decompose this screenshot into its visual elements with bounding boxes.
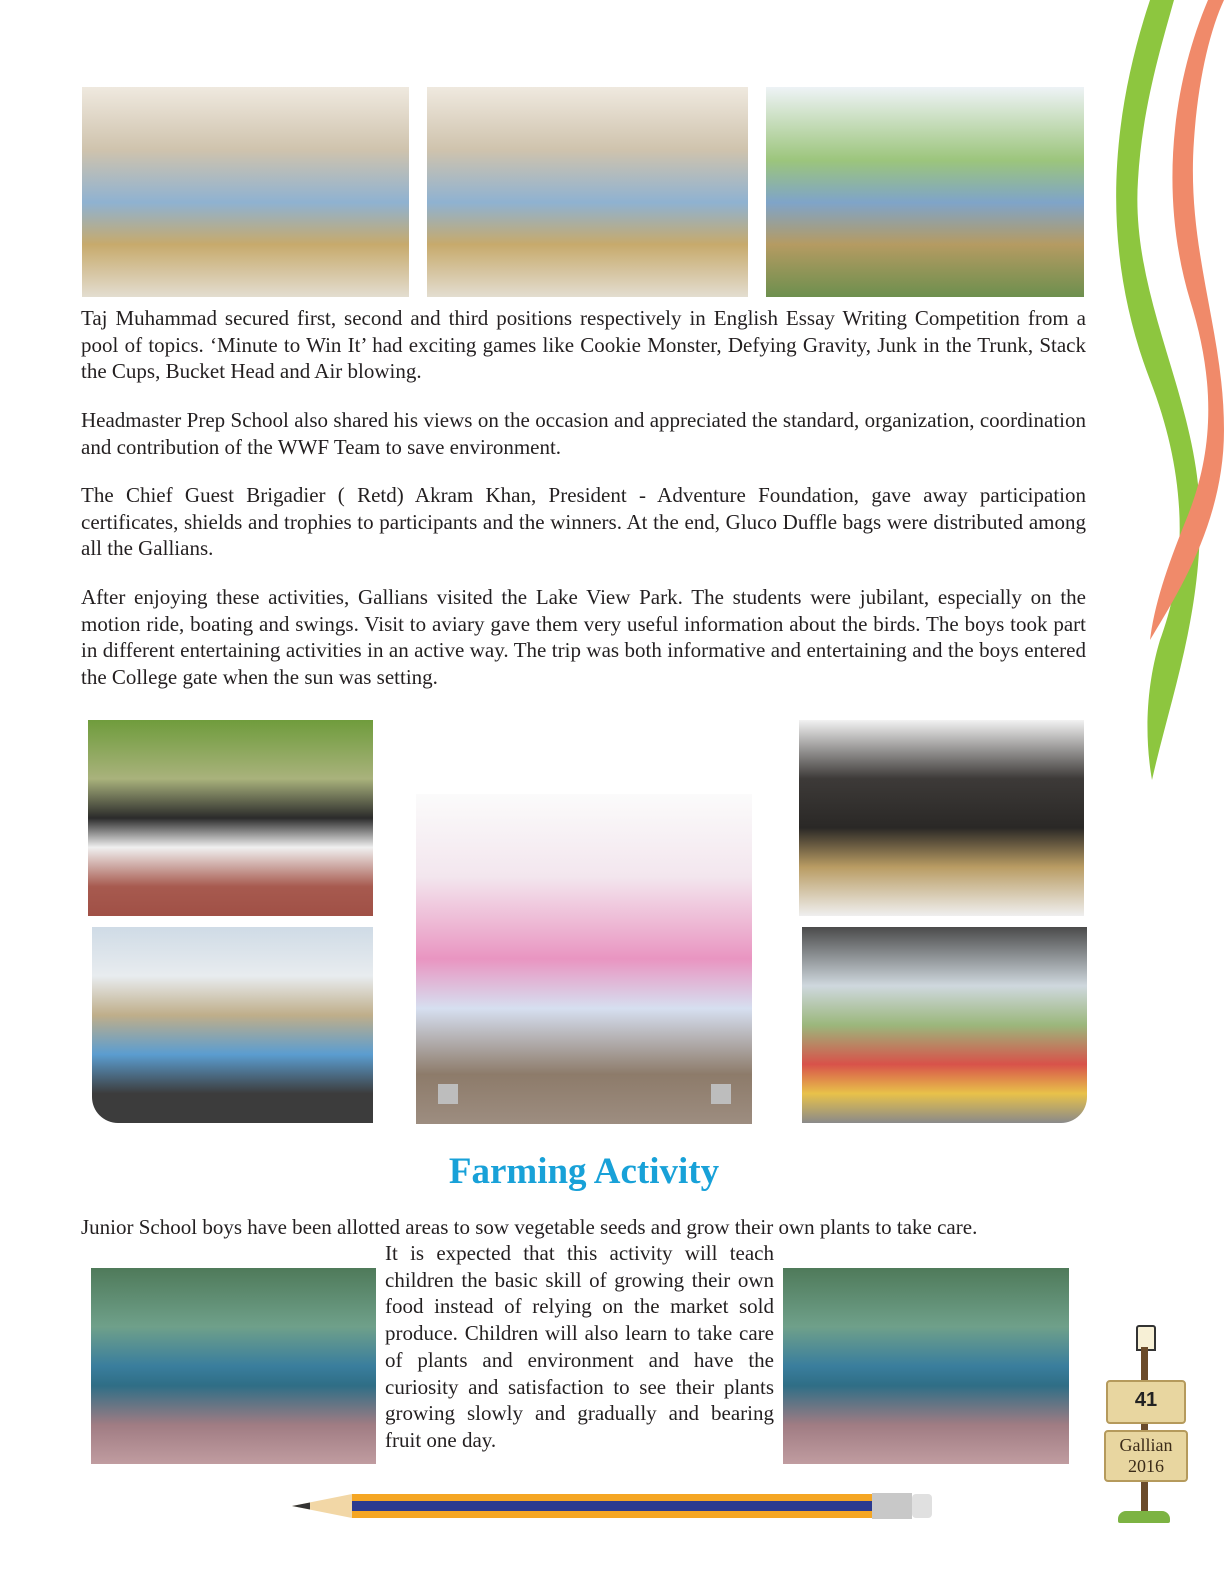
photo-farming-boys-2 (783, 1268, 1069, 1464)
section-heading-farming: Farming Activity (448, 1151, 720, 1192)
paragraph-essay-competition: Taj Muhammad secured first, second and third positions respectively in English Essay Writing Competition from a pool of topics. ‘Minute to Win It’ had exciting games like Cookie Monster, Defying Gravity, Junk in the Trunk, Stack the Cups, Bucket Head and Air blowing. (81, 306, 1086, 383)
magazine-year: 2016 (1128, 1456, 1164, 1476)
paragraph-headmaster-views: Headmaster Prep School also shared his views on the occasion and appreciated the standard, organization, coordination and contribution of the WWF Team to save environment. (81, 408, 1086, 459)
photo-students-picnic-1 (82, 87, 409, 297)
photo-kiddie-ride (92, 927, 373, 1123)
grass-decoration (1118, 1511, 1170, 1523)
paragraph-farming-intro: Junior School boys have been allotted areas to sow vegetable seeds and grow their own plants to take care. (81, 1215, 978, 1239)
page-number: 41 (1134, 1389, 1158, 1411)
magazine-name: Gallian (1119, 1435, 1173, 1455)
decorative-swoosh (1090, 0, 1224, 800)
paragraph-farming-body: It is expected that this activity will teach children the basic skill of growing their own food instead of relying on the market sold produce. Children will also learn to take care of plants and environment and have the curiosity and satisfaction to see their plants growing slowly and gradually and bearing fruit one day. (385, 1241, 774, 1452)
paragraph-chief-guest: The Chief Guest Brigadier ( Retd) Akram Khan, President - Adventure Foundation, gave away participation certificates, shields and trophies to participants and the winners. At the end, Gluco Duffle bags were distributed among all the Gallians. (81, 483, 1086, 560)
photo-students-picnic-2 (427, 87, 748, 297)
photo-students-picnic-3 (766, 87, 1084, 297)
photo-farming-boys-1 (91, 1268, 376, 1464)
photo-boys-in-jackets (799, 720, 1084, 916)
photo-hello-kitty-mascot (416, 794, 752, 1124)
decorative-square (711, 1084, 731, 1104)
signpost (1104, 1325, 1184, 1525)
magazine-sign (1104, 1430, 1188, 1482)
page-number-sign (1106, 1380, 1186, 1424)
photo-bumper-cars (802, 927, 1087, 1123)
decorative-square (438, 1084, 458, 1104)
pencil-icon (292, 1491, 938, 1521)
photo-quad-bikes (88, 720, 373, 916)
paragraph-lake-view-park: After enjoying these activities, Gallians visited the Lake View Park. The students were jubilant, especially on the motion ride, boating and swings. Visit to aviary gave them very useful information about the birds. The boys took part in different entertaining activities in an active way. The trip was both informative and entertaining and the boys entered the College gate when the sun was setting. (81, 585, 1086, 689)
